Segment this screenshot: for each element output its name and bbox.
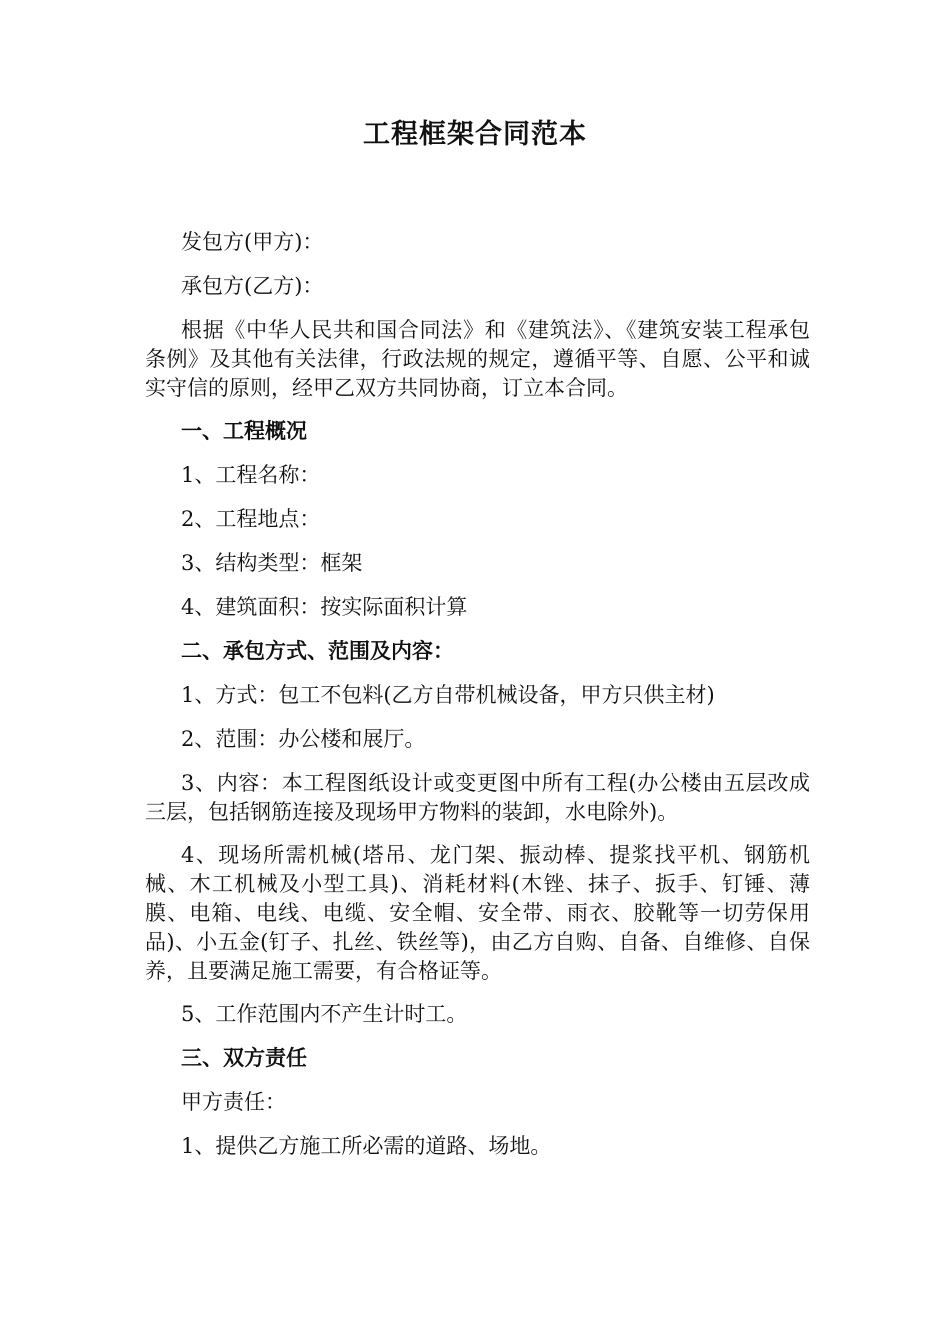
list-item-project-location: 2、工程地点： <box>181 507 321 531</box>
preamble-paragraph: 根据《中华人民共和国合同法》和《建筑法》、《建筑安装工程承包条例》及其他有关法律，行政法规的规定，遵循平等、自愿、公平和诚实守信的原则，经甲乙双方共同协商，订立本合同。 <box>145 318 810 400</box>
list-item-content: 3、内容：本工程图纸设计或变更图中所有工程(办公楼由五层改成三层，包括钢筋连接及现场甲方物料的装卸，水电除外)。 <box>145 771 810 824</box>
document-title: 工程框架合同范本 <box>363 119 587 150</box>
list-item-method: 1、方式：包工不包料(乙方自带机械设备，甲方只供主材) <box>181 683 715 707</box>
party-a-line: 发包方(甲方)： <box>181 230 324 254</box>
list-item-road-site: 1、提供乙方施工所必需的道路、场地。 <box>181 1134 552 1158</box>
list-item-no-hourly-work: 5、工作范围内不产生计时工。 <box>181 1002 468 1026</box>
document-body <box>145 228 810 1176</box>
list-item-machinery: 4、现场所需机械(塔吊、龙门架、振动棒、提浆找平机、钢筋机械、木工机械及小型工具)、消耗材料(木锉、抹子、扳手、钉锤、薄膜、电箱、电线、电缆、安全帽、安全带、雨衣、胶靴等一切劳保用品)、小五金(钉子、扎丝、铁丝等)，由乙方自购、自备、自维修、自保养，且要满足施工需要，有合格证等。 <box>145 843 810 983</box>
party-a-responsibility-label: 甲方责任： <box>181 1090 286 1114</box>
list-item-structure-type: 3、结构类型：框架 <box>181 551 363 575</box>
party-b-line: 承包方(乙方)： <box>181 274 324 298</box>
section-heading-1: 一、工程概况 <box>181 419 307 443</box>
list-item-scope: 2、范围：办公楼和展厅。 <box>181 727 426 751</box>
section-heading-3: 三、双方责任 <box>181 1046 307 1070</box>
section-heading-2: 二、承包方式、范围及内容： <box>181 639 454 663</box>
list-item-project-name: 1、工程名称： <box>181 463 321 487</box>
list-item-building-area: 4、建筑面积：按实际面积计算 <box>181 595 468 619</box>
